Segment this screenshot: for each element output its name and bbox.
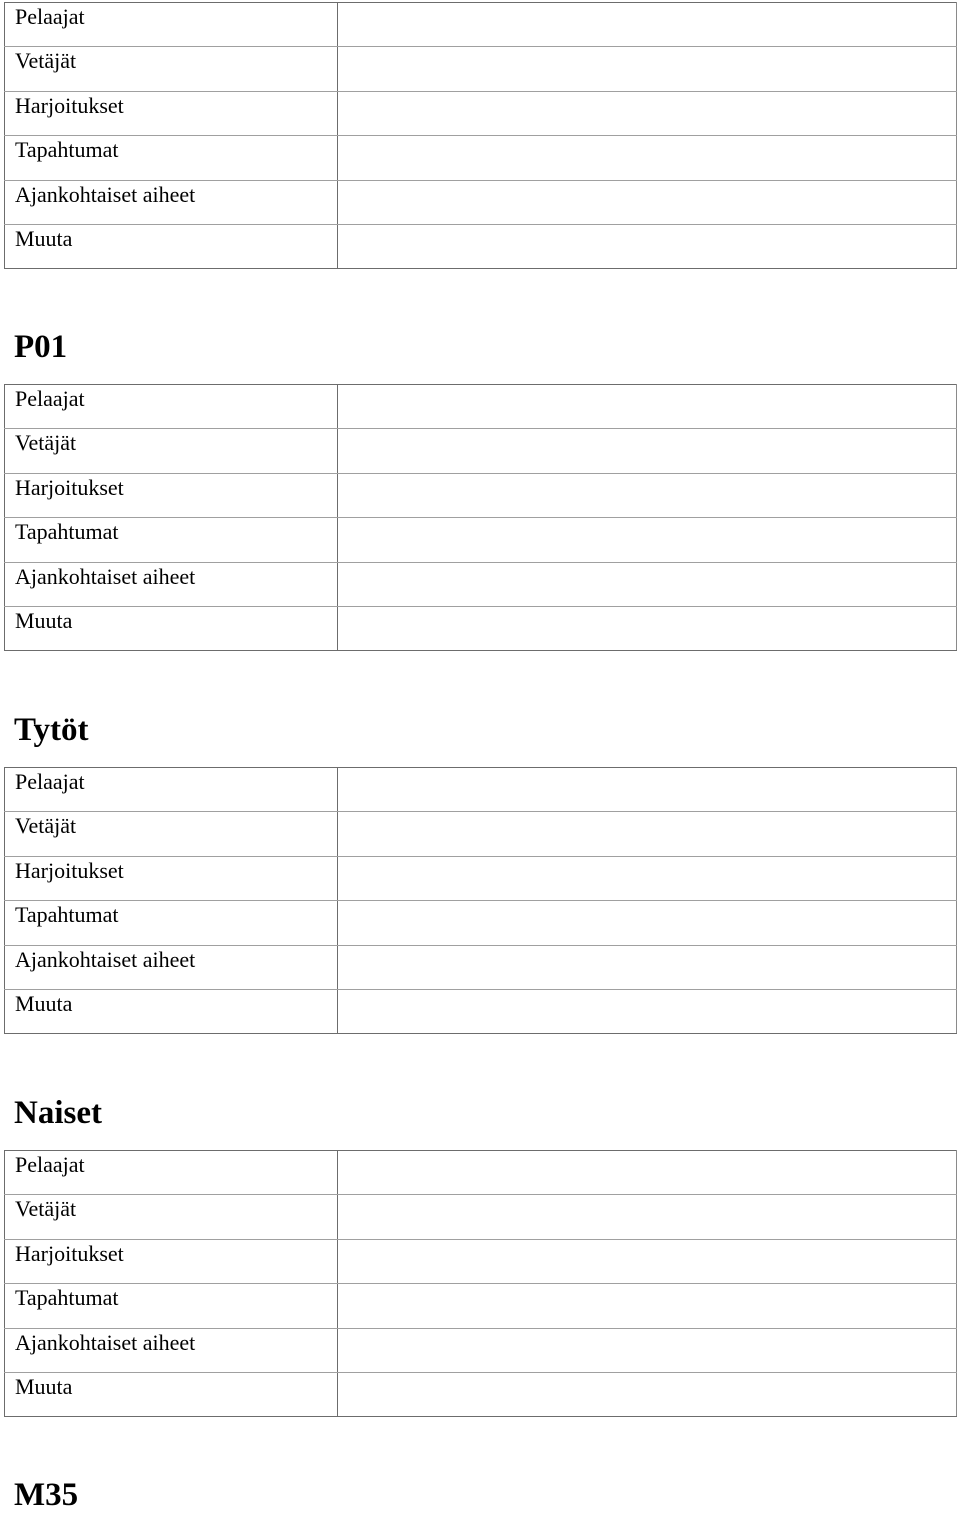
row-value-field[interactable] [338, 3, 957, 47]
table-row [5, 562, 957, 606]
table-row [5, 3, 957, 47]
row-label: Tapahtumat [5, 518, 338, 562]
table-row [5, 768, 957, 812]
row-label: Muuta [5, 606, 338, 650]
section-tytot [4, 767, 957, 1034]
section-naiset [4, 1150, 957, 1417]
row-value-field[interactable] [338, 1195, 957, 1239]
row-label: Muuta [5, 1372, 338, 1416]
table-row [5, 856, 957, 900]
section-title-naiset: Naiset [14, 1095, 102, 1131]
table-row [5, 136, 957, 180]
table-row [5, 47, 957, 91]
table-row [5, 1195, 957, 1239]
table-row [5, 1151, 957, 1195]
row-label: Vetäjät [5, 1195, 338, 1239]
row-value-field[interactable] [338, 91, 957, 135]
row-value-field[interactable] [338, 945, 957, 989]
table-row [5, 429, 957, 473]
table-row [5, 945, 957, 989]
row-value-field[interactable] [338, 1372, 957, 1416]
row-value-field[interactable] [338, 518, 957, 562]
table-row [5, 473, 957, 517]
row-label: Tapahtumat [5, 901, 338, 945]
row-value-field[interactable] [338, 606, 957, 650]
section-p01-table [4, 384, 957, 651]
row-label: Ajankohtaiset aiheet [5, 180, 338, 224]
table-row [5, 518, 957, 562]
row-label: Ajankohtaiset aiheet [5, 562, 338, 606]
row-label: Pelaajat [5, 3, 338, 47]
row-label: Vetäjät [5, 47, 338, 91]
row-label: Harjoitukset [5, 473, 338, 517]
row-label: Muuta [5, 224, 338, 268]
row-value-field[interactable] [338, 1151, 957, 1195]
table-row [5, 1239, 957, 1283]
row-value-field[interactable] [338, 136, 957, 180]
table-row [5, 901, 957, 945]
table-row [5, 989, 957, 1033]
row-label: Harjoitukset [5, 1239, 338, 1283]
row-value-field[interactable] [338, 224, 957, 268]
section-title-p01: P01 [14, 329, 68, 365]
section-title-tytot: Tytöt [14, 712, 89, 748]
row-value-field[interactable] [338, 1284, 957, 1328]
row-label: Tapahtumat [5, 136, 338, 180]
table-row [5, 1372, 957, 1416]
section-p01 [4, 384, 957, 651]
row-label: Ajankohtaiset aiheet [5, 1328, 338, 1372]
row-value-field[interactable] [338, 1239, 957, 1283]
row-value-field[interactable] [338, 47, 957, 91]
row-label: Pelaajat [5, 1151, 338, 1195]
row-value-field[interactable] [338, 901, 957, 945]
row-value-field[interactable] [338, 429, 957, 473]
row-value-field[interactable] [338, 812, 957, 856]
row-label: Ajankohtaiset aiheet [5, 945, 338, 989]
table-row [5, 385, 957, 429]
row-label: Tapahtumat [5, 1284, 338, 1328]
row-label: Harjoitukset [5, 856, 338, 900]
row-label: Pelaajat [5, 768, 338, 812]
table-row [5, 180, 957, 224]
section-0-table [4, 2, 957, 269]
section-title-m35: M35 [14, 1477, 79, 1513]
row-value-field[interactable] [338, 180, 957, 224]
table-row [5, 606, 957, 650]
row-label: Muuta [5, 989, 338, 1033]
row-value-field[interactable] [338, 856, 957, 900]
table-row [5, 224, 957, 268]
row-value-field[interactable] [338, 768, 957, 812]
row-label: Harjoitukset [5, 91, 338, 135]
section-naiset-table [4, 1150, 957, 1417]
row-label: Vetäjät [5, 812, 338, 856]
row-value-field[interactable] [338, 562, 957, 606]
table-row [5, 812, 957, 856]
row-value-field[interactable] [338, 385, 957, 429]
table-row [5, 1284, 957, 1328]
section-tytot-table [4, 767, 957, 1034]
table-row [5, 1328, 957, 1372]
table-row [5, 91, 957, 135]
section-0 [4, 2, 957, 269]
row-value-field[interactable] [338, 1328, 957, 1372]
row-value-field[interactable] [338, 473, 957, 517]
row-label: Vetäjät [5, 429, 338, 473]
row-value-field[interactable] [338, 989, 957, 1033]
row-label: Pelaajat [5, 385, 338, 429]
